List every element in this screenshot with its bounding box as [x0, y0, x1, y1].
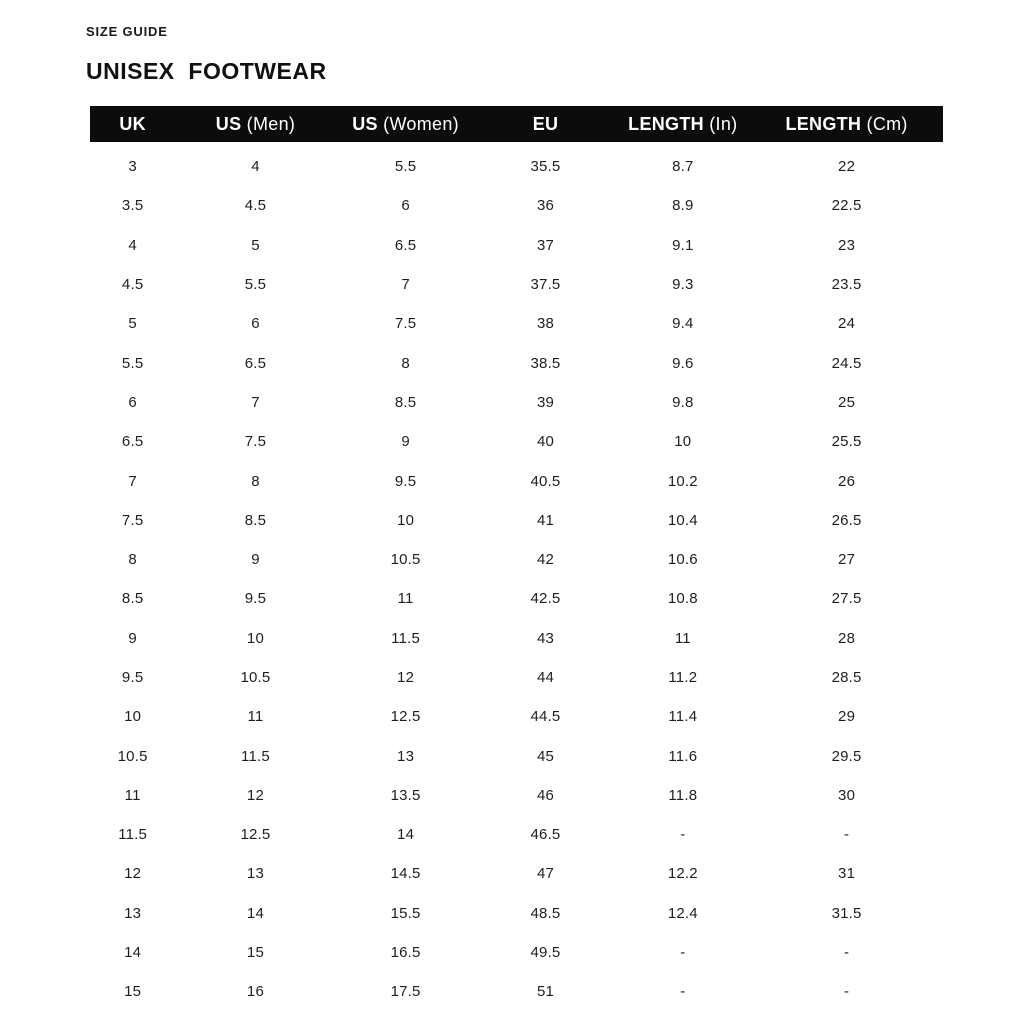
table-cell: 39 [536, 393, 555, 411]
table-cell: 7 [128, 472, 137, 490]
table-cell: 51 [536, 983, 555, 1001]
table-row [90, 343, 943, 382]
column-header-us-men-label: US [215, 113, 242, 134]
table-cell: 12.5 [240, 826, 271, 844]
table-cell: 42 [536, 551, 555, 569]
table-row [90, 265, 943, 304]
table-cell: - [843, 944, 850, 962]
column-header-length-cm-label: LENGTH [785, 113, 862, 134]
table-row [90, 776, 943, 815]
column-header-uk-label: UK [119, 113, 146, 134]
table-cell: 9.6 [672, 354, 694, 372]
table-cell: 10.5 [240, 669, 271, 686]
table-cell: 9.5 [121, 669, 144, 686]
table-cell: 9 [128, 629, 137, 647]
column-header-length-cm-sublabel: (Cm) [861, 113, 908, 134]
table-row [90, 697, 943, 736]
size-conversion-table [90, 106, 943, 1012]
column-header-us-men [175, 114, 335, 135]
table-cell: 43 [536, 629, 555, 647]
table-row [90, 461, 943, 500]
table-cell: 3 [128, 158, 137, 176]
table-cell: 29 [838, 708, 856, 726]
table-cell: 11.8 [668, 786, 698, 804]
table-cell: 40 [536, 433, 555, 451]
table-cell: 5.5 [121, 354, 144, 372]
table-cell: - [680, 944, 686, 962]
table-cell: 26.5 [831, 511, 862, 529]
table-cell: 27.5 [831, 590, 862, 608]
table-cell: 10.6 [667, 551, 698, 569]
column-header-us-women-sublabel: (Women) [377, 113, 459, 134]
table-cell: - [843, 826, 850, 844]
column-header-uk [90, 114, 175, 135]
table-cell: 26 [838, 472, 856, 490]
column-header-length-in [615, 114, 750, 135]
table-cell: 5 [251, 236, 260, 254]
table-cell: 11.6 [668, 747, 698, 765]
table-cell: 36 [536, 197, 555, 215]
table-cell: 14 [124, 944, 142, 962]
table-cell: 4 [251, 158, 260, 176]
table-cell: 8.5 [121, 590, 144, 608]
table-row [90, 579, 943, 618]
table-cell: 7.5 [244, 433, 267, 451]
column-header-us-women [336, 114, 476, 135]
table-cell: 14 [397, 826, 415, 844]
table-cell: 30 [838, 786, 856, 804]
table-cell: 22 [838, 158, 856, 176]
table-row [90, 540, 943, 579]
table-cell: 3.5 [121, 197, 144, 215]
size-guide-label: SIZE GUIDE [86, 24, 168, 39]
table-cell: 5.5 [244, 276, 267, 294]
table-cell: 7 [251, 393, 260, 411]
table-cell: - [680, 983, 686, 1001]
table-cell: 10 [246, 629, 265, 647]
table-cell: 7.5 [394, 315, 417, 333]
table-row [90, 422, 943, 461]
table-cell: 12.5 [390, 708, 421, 726]
table-cell: 27 [838, 551, 856, 569]
table-cell: 11 [124, 786, 141, 804]
table-cell: 24 [838, 315, 856, 333]
table-cell: 29.5 [831, 747, 862, 765]
table-cell: 37.5 [530, 276, 561, 294]
table-row [90, 658, 943, 697]
table-cell: 35.5 [530, 158, 561, 176]
table-cell: 7 [401, 276, 410, 294]
table-cell: 42.5 [530, 590, 561, 608]
table-cell: 46 [536, 786, 555, 804]
column-header-length-in-sublabel: (In) [703, 113, 738, 134]
table-cell: 7.5 [121, 511, 144, 529]
column-header-eu-label: EU [532, 113, 559, 134]
table-cell: 10.2 [667, 472, 698, 490]
table-cell: 12.2 [667, 865, 698, 883]
table-cell: 15 [246, 944, 265, 962]
column-header-us-men-sublabel: (Men) [241, 113, 296, 134]
table-cell: 13 [397, 747, 415, 765]
table-row [90, 894, 943, 933]
table-cell: 16.5 [390, 944, 421, 962]
table-cell: 12 [246, 786, 265, 804]
table-cell: - [843, 983, 850, 1001]
table-cell: 11 [674, 629, 691, 647]
table-row [90, 226, 943, 265]
table-cell: 10.4 [667, 511, 698, 529]
table-cell: 13 [124, 904, 142, 922]
table-cell: 11.5 [391, 629, 421, 647]
table-cell: 9.5 [244, 590, 267, 608]
table-cell: 44 [536, 669, 555, 686]
table-cell: 11 [397, 590, 414, 608]
table-cell: 8 [251, 472, 260, 490]
table-cell: 31.5 [831, 904, 862, 922]
table-cell: 11.5 [118, 826, 148, 844]
table-cell: 6.5 [244, 354, 267, 372]
table-cell: 14.5 [390, 865, 421, 883]
table-cell: 37 [536, 236, 555, 254]
table-row [90, 186, 943, 225]
table-header-row [90, 106, 943, 142]
table-cell: 13.5 [390, 786, 421, 804]
table-cell: 6 [251, 315, 260, 333]
table-cell: 8.5 [394, 393, 417, 411]
table-row [90, 972, 943, 1011]
table-cell: 31 [838, 865, 856, 883]
table-cell: 5.5 [394, 158, 417, 176]
table-cell: 9.3 [672, 276, 694, 294]
table-cell: 47 [536, 865, 555, 883]
table-cell: 40.5 [530, 472, 561, 490]
table-cell: 8.5 [244, 511, 267, 529]
table-row [90, 854, 943, 893]
table-row [90, 147, 943, 186]
table-cell: 16 [246, 983, 265, 1001]
table-cell: 4.5 [244, 197, 267, 215]
table-cell: 41 [536, 511, 555, 529]
table-cell: 45 [536, 747, 555, 765]
table-cell: 48.5 [530, 904, 561, 922]
column-header-length-cm [750, 114, 943, 135]
table-cell: 10.5 [390, 551, 421, 569]
table-cell: 12 [397, 669, 415, 686]
table-cell: 38 [536, 315, 555, 333]
table-row [90, 736, 943, 775]
table-cell: 11 [247, 708, 264, 726]
table-cell: 4 [128, 236, 137, 254]
table-cell: 24.5 [831, 354, 862, 372]
table-row [90, 815, 943, 854]
column-header-eu [476, 114, 616, 135]
table-cell: 46.5 [530, 826, 561, 844]
table-row [90, 501, 943, 540]
table-row [90, 304, 943, 343]
table-cell: 11.5 [241, 747, 270, 765]
table-cell: 9.8 [672, 393, 694, 411]
table-cell: 6.5 [394, 236, 417, 254]
table-cell: 4.5 [121, 276, 144, 294]
table-cell: 5 [128, 315, 137, 333]
table-cell: 44.5 [530, 708, 561, 726]
table-cell: 23.5 [831, 276, 862, 294]
table-cell: 9 [401, 433, 410, 451]
page-title: UNISEX FOOTWEAR [86, 58, 327, 84]
table-cell: 38.5 [530, 354, 561, 372]
table-cell: 8.9 [672, 197, 694, 215]
table-body [90, 142, 943, 1012]
table-cell: 9.1 [672, 236, 694, 254]
table-cell: 25.5 [831, 433, 862, 451]
table-cell: 8 [401, 354, 410, 372]
table-row [90, 933, 943, 972]
table-cell: 22.5 [831, 197, 862, 215]
table-cell: 10 [397, 511, 415, 529]
table-cell: 25 [838, 393, 856, 411]
table-cell: 11.2 [668, 669, 698, 686]
table-cell: 9 [251, 551, 260, 569]
table-cell: 14 [246, 904, 265, 922]
table-cell: 12 [124, 865, 142, 883]
table-cell: 15.5 [390, 904, 421, 922]
table-cell: 6 [401, 197, 410, 215]
table-cell: 12.4 [667, 904, 698, 922]
table-cell: - [680, 826, 686, 844]
table-cell: 28 [838, 629, 856, 647]
table-cell: 6 [128, 393, 137, 411]
table-cell: 28.5 [831, 669, 862, 686]
table-cell: 17.5 [390, 983, 421, 1001]
table-cell: 8 [128, 551, 137, 569]
table-row [90, 383, 943, 422]
table-cell: 9.4 [672, 315, 694, 333]
table-cell: 23 [838, 236, 856, 254]
table-cell: 10 [674, 433, 692, 451]
table-cell: 10.8 [667, 590, 698, 608]
table-cell: 15 [124, 983, 142, 1001]
table-row [90, 619, 943, 658]
column-header-length-in-label: LENGTH [628, 113, 704, 134]
table-cell: 11.4 [668, 708, 698, 726]
table-cell: 6.5 [121, 433, 144, 451]
table-cell: 8.7 [672, 158, 694, 176]
column-header-us-women-label: US [352, 113, 378, 134]
table-cell: 10 [124, 708, 142, 726]
table-cell: 9.5 [394, 472, 417, 490]
table-cell: 13 [246, 865, 265, 883]
table-cell: 10.5 [117, 747, 148, 765]
table-cell: 49.5 [530, 944, 561, 962]
